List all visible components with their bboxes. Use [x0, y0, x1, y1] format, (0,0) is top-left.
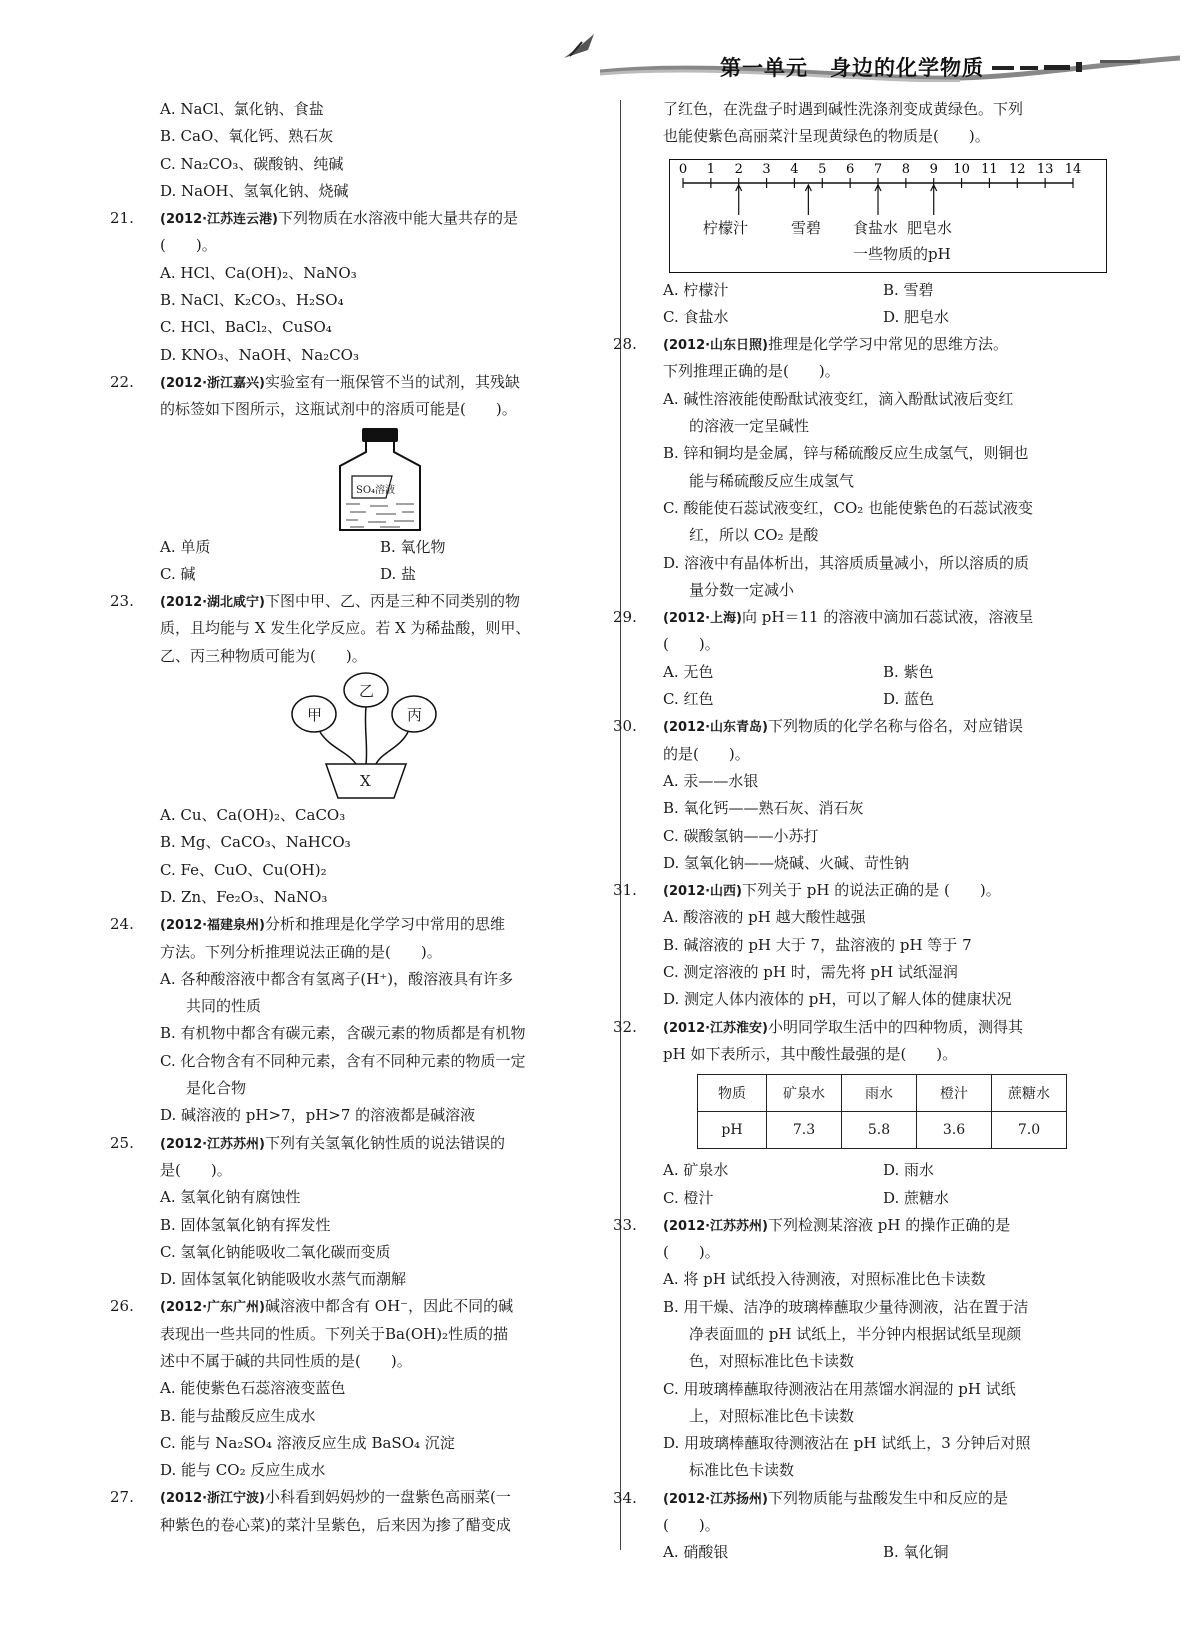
option: B. 锌和铜均是金属，锌与稀硫酸反应生成氢气，则铜也	[663, 444, 1029, 463]
option: C. 橙汁	[663, 1188, 714, 1207]
question-number: 24.	[110, 915, 134, 934]
table-row	[698, 1112, 1067, 1149]
question-text: 碱溶液中都含有 OH⁻，因此不同的碱	[265, 1297, 514, 1316]
option: D. 盐	[380, 564, 417, 583]
question-text: 下列物质在水溶液中能大量共存的是	[278, 209, 519, 228]
ph-tick-label: 11	[981, 161, 998, 177]
right-column	[613, 96, 1108, 1567]
question-text: pH 如下表所示，其中酸性最强的是( )。	[663, 1044, 958, 1063]
question-text: 了红色，在洗盘子时遇到碱性洗涤剂变成黄绿色。下列	[663, 100, 1024, 118]
question-number: 29.	[613, 608, 637, 627]
question-28	[613, 331, 1108, 604]
question-number: 28.	[613, 335, 637, 354]
question-source: (2012·山东青岛)	[663, 720, 769, 736]
option: A. 将 pH 试纸投入待测液，对照标准比色卡读数	[663, 1270, 986, 1289]
option: A. 单质	[160, 537, 211, 556]
ph-arrow	[875, 185, 881, 215]
ph-tick-label: 14	[1064, 161, 1082, 177]
ph-label-soap: 肥皂水	[907, 218, 953, 237]
table-header-cell: 蔗糖水	[992, 1075, 1067, 1112]
option: D. 能与 CO₂ 反应生成水	[160, 1461, 326, 1480]
question-22	[110, 369, 605, 588]
table-cell: 7.0	[992, 1112, 1067, 1149]
question-number: 22.	[110, 372, 134, 391]
question-text: 也能使紫色高丽菜汁呈现黄绿色的物质是( )。	[663, 127, 990, 146]
flower-diagram	[290, 672, 470, 800]
question-21	[110, 205, 605, 369]
bottle-label: SO₄溶液	[356, 484, 396, 496]
question-source: (2012·江苏连云港)	[160, 212, 279, 228]
option: D. 用玻璃棒蘸取待测液沾在 pH 试纸上，3 分钟后对照	[663, 1434, 1031, 1453]
option: A. NaCl、氯化钠、食盐	[160, 100, 324, 118]
question-text: 下列检测某溶液 pH 的操作正确的是	[768, 1215, 1011, 1234]
question-source: (2012·江苏苏州)	[160, 1136, 266, 1152]
option: B. 氧化铜	[883, 1543, 949, 1562]
ph-tick-label: 3	[762, 161, 771, 177]
question-text: 下列推理正确的是( )。	[663, 362, 840, 381]
ph-arrow	[931, 185, 937, 215]
option: B. 有机物中都含有碳元素，含碳元素的物质都是有机物	[160, 1024, 526, 1043]
question-text: ( )。	[160, 236, 217, 255]
ph-tick-label: 8	[901, 161, 910, 177]
table-cell: 7.3	[767, 1112, 842, 1149]
ph-tick-label: 7	[873, 161, 883, 177]
question-text: ( )。	[663, 1516, 720, 1535]
question-number: 23.	[110, 592, 134, 611]
node-x: X	[360, 772, 371, 791]
question-text: 小明同学取生活中的四种物质，测得其	[768, 1017, 1024, 1036]
option-cont: 标准比色卡读数	[689, 1461, 795, 1480]
option: B. CaO、氧化钙、熟石灰	[160, 127, 334, 146]
option-cont: 是化合物	[186, 1079, 247, 1098]
option-cont: 红，所以 CO₂ 是酸	[689, 526, 819, 545]
option: C. 氢氧化钠能吸收二氧化碳而变质	[160, 1242, 391, 1261]
ph-tick-label: 2	[734, 161, 743, 177]
question-source: (2012·广东广州)	[160, 1300, 266, 1316]
question-text: 表现出一些共同的性质。下列关于Ba(OH)₂性质的描	[160, 1324, 509, 1343]
question-text: 下列有关氢氧化钠性质的说法错误的	[265, 1133, 506, 1152]
table-row	[698, 1075, 1067, 1112]
ph-table	[697, 1074, 1067, 1149]
question-text: 是( )。	[160, 1160, 232, 1179]
option: D. 氢氧化钠——烧碱、火碱、苛性钠	[663, 853, 910, 872]
column-divider	[620, 100, 621, 1550]
option: B. NaCl、K₂CO₃、H₂SO₄	[160, 291, 344, 310]
node-bing: 丙	[407, 706, 423, 725]
question-text: 的是( )。	[663, 744, 750, 763]
question-33	[613, 1212, 1108, 1485]
option: C. 化合物含有不同种元素，含有不同种元素的物质一定	[160, 1051, 526, 1070]
option: D. 蔗糖水	[883, 1188, 950, 1207]
ph-tick-label: 13	[1036, 161, 1054, 177]
option: D. 固体氢氧化钠能吸收水蒸气而潮解	[160, 1270, 407, 1289]
question-number: 31.	[613, 881, 637, 900]
question-number: 34.	[613, 1488, 637, 1507]
question-23	[110, 588, 605, 911]
option: D. 测定人体内液体的 pH，可以了解人体的健康状况	[663, 990, 1012, 1009]
ph-tick-label: 5	[818, 161, 827, 177]
option: A. 无色	[663, 662, 714, 681]
question-text: ( )。	[663, 1243, 720, 1262]
option: D. 碱溶液的 pH>7，pH>7 的溶液都是碱溶液	[160, 1106, 476, 1125]
question-text: 种紫色的卷心菜)的菜汁呈紫色，后来因为掺了醋变成	[160, 1515, 511, 1534]
question-text: 下列物质能与盐酸发生中和反应的是	[768, 1488, 1009, 1507]
ph-tick-label: 9	[929, 161, 938, 177]
bottle-icon	[330, 426, 430, 534]
option: A. 硝酸银	[663, 1543, 729, 1562]
reagent-bottle-figure	[160, 424, 605, 534]
option: C. Fe、CuO、Cu(OH)₂	[160, 860, 327, 879]
option: B. 碱溶液的 pH 大于 7，盐溶液的 pH 等于 7	[663, 935, 972, 954]
ph-label-sprite: 雪碧	[791, 218, 822, 237]
option: C. 碱	[160, 564, 196, 583]
flower-pot-figure	[160, 670, 605, 802]
question-source: (2012·江苏苏州)	[663, 1218, 769, 1234]
option: C. 用玻璃棒蘸取待测液沾在用蒸馏水润湿的 pH 试纸	[663, 1379, 1016, 1398]
option-cont: 上，对照标准比色卡读数	[689, 1406, 855, 1425]
book-icon	[560, 28, 600, 64]
question-text: 方法。下列分析推理说法正确的是( )。	[160, 942, 442, 961]
question-text: 下图中甲、乙、丙是三种不同类别的物	[265, 592, 521, 611]
question-34	[613, 1485, 1108, 1567]
question-source: (2012·浙江嘉兴)	[160, 375, 266, 391]
ph-tick-label: 1	[706, 161, 715, 177]
question-number: 26.	[110, 1297, 134, 1316]
question-source: (2012·江苏淮安)	[663, 1020, 769, 1036]
option: B. 氧化物	[380, 537, 446, 556]
question-24	[110, 911, 605, 1129]
question-text: 推理是化学学习中常见的思维方法。	[768, 335, 1009, 354]
page-title: 第一单元 身边的化学物质	[720, 56, 984, 80]
option: B. 固体氢氧化钠有挥发性	[160, 1215, 331, 1234]
option-cont: 量分数一定减小	[689, 580, 795, 599]
option: C. 测定溶液的 pH 时，需先将 pH 试纸湿润	[663, 963, 958, 982]
table-header-cell: 物质	[698, 1075, 767, 1112]
table-header-cell: 橙汁	[917, 1075, 992, 1112]
question-number: 30.	[613, 717, 637, 736]
option-cont: 净表面皿的 pH 试纸上，半分钟内根据试纸呈现颜	[689, 1324, 1022, 1343]
option: B. 能与盐酸反应生成水	[160, 1406, 316, 1425]
question-31	[613, 877, 1108, 1013]
question-source: (2012·浙江宁波)	[160, 1491, 266, 1507]
option: A. 柠檬汁	[663, 280, 729, 299]
question-26	[110, 1293, 605, 1484]
option-cont: 能与稀硫酸反应生成氢气	[689, 471, 855, 490]
option: C. HCl、BaCl₂、CuSO₄	[160, 318, 332, 337]
question-text: 实验室有一瓶保管不当的试剂，其残缺	[265, 372, 521, 391]
question-source: (2012·山西)	[663, 884, 743, 900]
question-source: (2012·福建泉州)	[160, 918, 266, 934]
option: C. Na₂CO₃、碳酸钠、纯碱	[160, 154, 344, 173]
option: A. 能使紫色石蕊溶液变蓝色	[160, 1379, 346, 1398]
question-source: (2012·山东日照)	[663, 338, 769, 354]
option: A. 碱性溶液能使酚酞试液变红，滴入酚酞试液后变红	[663, 389, 1014, 408]
question-text: 向 pH＝11 的溶液中滴加石蕊试液，溶液呈	[742, 608, 1034, 627]
question-text: 述中不属于碱的共同性质的是( )。	[160, 1351, 412, 1370]
table-cell: 5.8	[842, 1112, 917, 1149]
question-text: 下列物质的化学名称与俗名，对应错误	[768, 717, 1024, 736]
option: A. Cu、Ca(OH)₂、CaCO₃	[160, 806, 346, 825]
option: B. Mg、CaCO₃、NaHCO₃	[160, 833, 351, 852]
option: C. 能与 Na₂SO₄ 溶液反应生成 BaSO₄ 沉淀	[160, 1433, 455, 1452]
table-cell: pH	[698, 1112, 767, 1149]
question-text: ( )。	[663, 635, 720, 654]
table-header-cell: 雨水	[842, 1075, 917, 1112]
option: D. 蓝色	[883, 690, 935, 709]
option-cont: 的溶液一定呈碱性	[689, 417, 810, 436]
option: B. 氧化钙——熟石灰、消石灰	[663, 799, 864, 818]
option: D. 肥皂水	[883, 307, 950, 326]
ph-arrow	[805, 185, 811, 215]
ph-tick-label: 4	[790, 161, 799, 177]
question-text: 分析和推理是化学学习中常用的思维	[265, 915, 506, 934]
question-text: 的标签如下图所示，这瓶试剂中的溶质可能是( )。	[160, 400, 517, 419]
question-30	[613, 713, 1108, 877]
node-jia: 甲	[307, 706, 323, 725]
question-number: 27.	[110, 1488, 134, 1507]
ph-tick-label: 6	[846, 161, 855, 177]
option: C. 酸能使石蕊试液变红，CO₂ 也能使紫色的石蕊试液变	[663, 498, 1034, 517]
option: C. 碳酸氢钠——小苏打	[663, 826, 819, 845]
question-number: 33.	[613, 1215, 637, 1234]
option: A. 氢氧化钠有腐蚀性	[160, 1188, 301, 1207]
option: D. NaOH、氢氧化钠、烧碱	[160, 181, 349, 200]
question-source: (2012·江苏扬州)	[663, 1491, 769, 1507]
option-cont: 共同的性质	[186, 997, 262, 1016]
option: A. 各种酸溶液中都含有氢离子(H⁺)，酸溶液具有许多	[160, 969, 514, 988]
ph-tick-label: 0	[678, 161, 688, 177]
question-25	[110, 1130, 605, 1294]
ph-tick-label: 12	[1009, 161, 1026, 177]
node-yi: 乙	[359, 682, 375, 701]
option: B. 雪碧	[883, 280, 934, 299]
question-source: (2012·上海)	[663, 611, 743, 627]
option: C. 红色	[663, 690, 714, 709]
option: D. KNO₃、NaOH、Na₂CO₃	[160, 345, 359, 364]
question-text: 乙、丙三种物质可能为( )。	[160, 646, 367, 665]
question-27	[110, 1484, 605, 1539]
ph-tick-label: 10	[953, 161, 970, 177]
question-text: 质，且均能与 X 发生化学反应。若 X 为稀盐酸，则甲、	[160, 619, 531, 638]
option: C. 食盐水	[663, 307, 729, 326]
question-32	[613, 1014, 1108, 1212]
option: A. 汞——水银	[663, 771, 759, 790]
option: B. 紫色	[883, 662, 934, 681]
question-number: 25.	[110, 1133, 134, 1152]
option: D. 雨水	[883, 1161, 935, 1180]
question-29	[613, 604, 1108, 713]
question-number: 32.	[613, 1017, 637, 1036]
option: B. 用干燥、洁净的玻璃棒蘸取少量待测液，沾在置于洁	[663, 1297, 1029, 1316]
option: A. HCl、Ca(OH)₂、NaNO₃	[160, 263, 357, 282]
option-cont: 色，对照标准比色卡读数	[689, 1352, 855, 1371]
option: D. Zn、Fe₂O₃、NaNO₃	[160, 887, 328, 906]
ph-arrow	[736, 185, 742, 215]
ph-label-saltwater: 食盐水	[853, 218, 899, 237]
option: A. 酸溶液的 pH 越大酸性越强	[663, 908, 866, 927]
left-column	[110, 96, 605, 1539]
option: A. 矿泉水	[663, 1161, 729, 1180]
table-cell: 3.6	[917, 1112, 992, 1149]
question-source: (2012·湖北咸宁)	[160, 595, 266, 611]
question-text: 小科看到妈妈炒的一盘紫色高丽菜(一	[265, 1488, 511, 1507]
table-header-cell: 矿泉水	[767, 1075, 842, 1112]
ph-scale-figure	[663, 159, 1108, 277]
option: D. 溶液中有晶体析出，其溶质质量减小，所以溶质的质	[663, 553, 1030, 572]
ph-scale-caption: 一些物质的pH	[853, 244, 951, 263]
question-text: 下列关于 pH 的说法正确的是 ( )。	[742, 881, 1001, 900]
ph-label-lemon: 柠檬汁	[703, 218, 749, 237]
question-number: 21.	[110, 209, 134, 228]
